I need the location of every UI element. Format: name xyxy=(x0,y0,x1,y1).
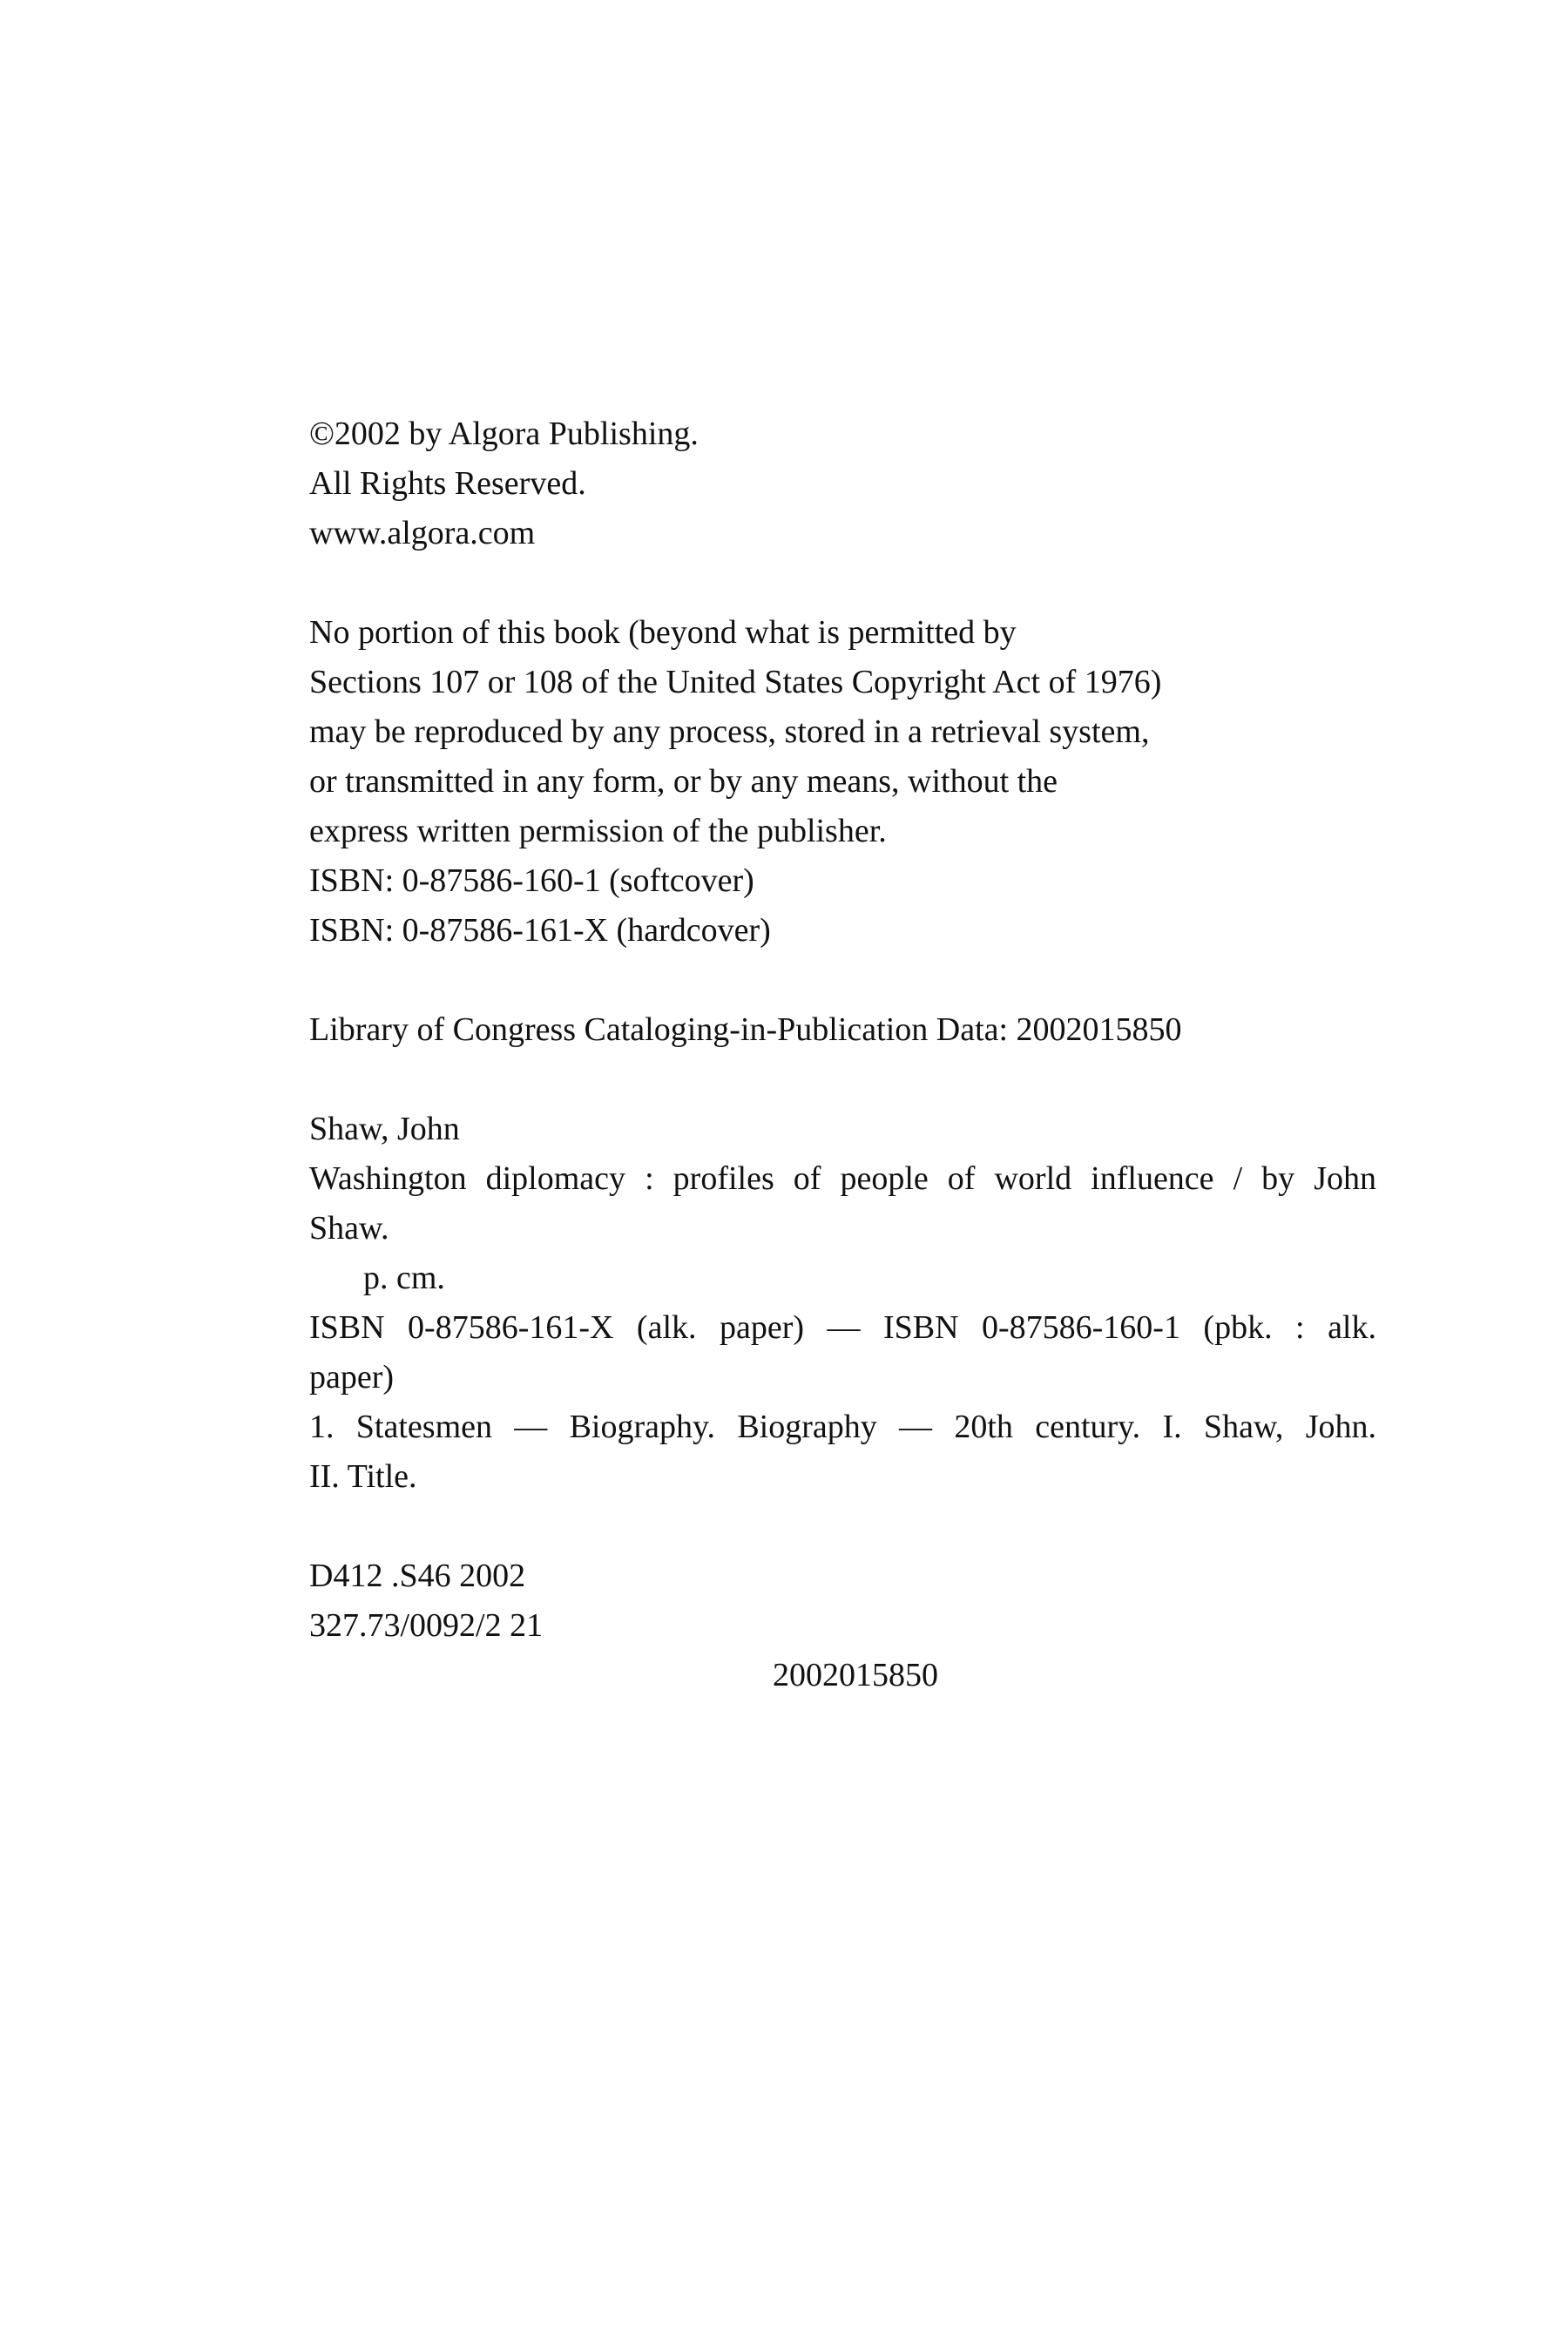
notice-line: No portion of this book (beyond what is permitted by xyxy=(309,614,1017,651)
website-line: www.algora.com xyxy=(309,515,536,551)
spacer xyxy=(309,558,1376,608)
copyright-line: ©2002 by Algora Publishing. xyxy=(309,416,699,452)
catalog-isbn-line: paper) xyxy=(309,1359,395,1396)
lccn-number: 2002015850 xyxy=(773,1657,938,1693)
spacer xyxy=(309,1502,1376,1551)
catalog-pcm: p. cm. xyxy=(363,1260,445,1296)
notice-line: express written permission of the publisher. xyxy=(309,813,887,849)
cip-heading: Library of Congress Cataloging-in-Publication Data: 2002015850 xyxy=(309,1011,1182,1048)
notice-line: Sections 107 or 108 of the United States Copyright Act of 1976) xyxy=(309,664,1162,700)
catalog-subject-line: 1. Statesmen — Biography. Biography — 20th century. I. Shaw, John. xyxy=(309,1409,1376,1445)
dewey-number: 327.73/0092/2 21 xyxy=(309,1607,544,1644)
catalog-title-line: Washington diplomacy : profiles of people of world influence / by John xyxy=(309,1160,1376,1197)
rights-line: All Rights Reserved. xyxy=(309,465,586,502)
copyright-page xyxy=(309,409,1376,1700)
catalog-isbn-line: ISBN 0-87586-161-X (alk. paper) — ISBN 0-87586-160-1 (pbk. : alk. xyxy=(309,1309,1376,1346)
catalog-title-line: Shaw. xyxy=(309,1210,389,1247)
notice-line: may be reproduced by any process, stored in a retrieval system, xyxy=(309,713,1150,750)
isbn-hardcover: ISBN: 0-87586-161-X (hardcover) xyxy=(309,912,771,949)
lc-call-number: D412 .S46 2002 xyxy=(309,1558,526,1594)
catalog-subject-line: II. Title. xyxy=(309,1458,417,1495)
spacer xyxy=(309,1055,1376,1105)
isbn-softcover: ISBN: 0-87586-160-1 (softcover) xyxy=(309,862,754,899)
notice-line: or transmitted in any form, or by any means, without the xyxy=(309,763,1058,800)
catalog-author: Shaw, John xyxy=(309,1111,460,1147)
spacer xyxy=(309,956,1376,1005)
